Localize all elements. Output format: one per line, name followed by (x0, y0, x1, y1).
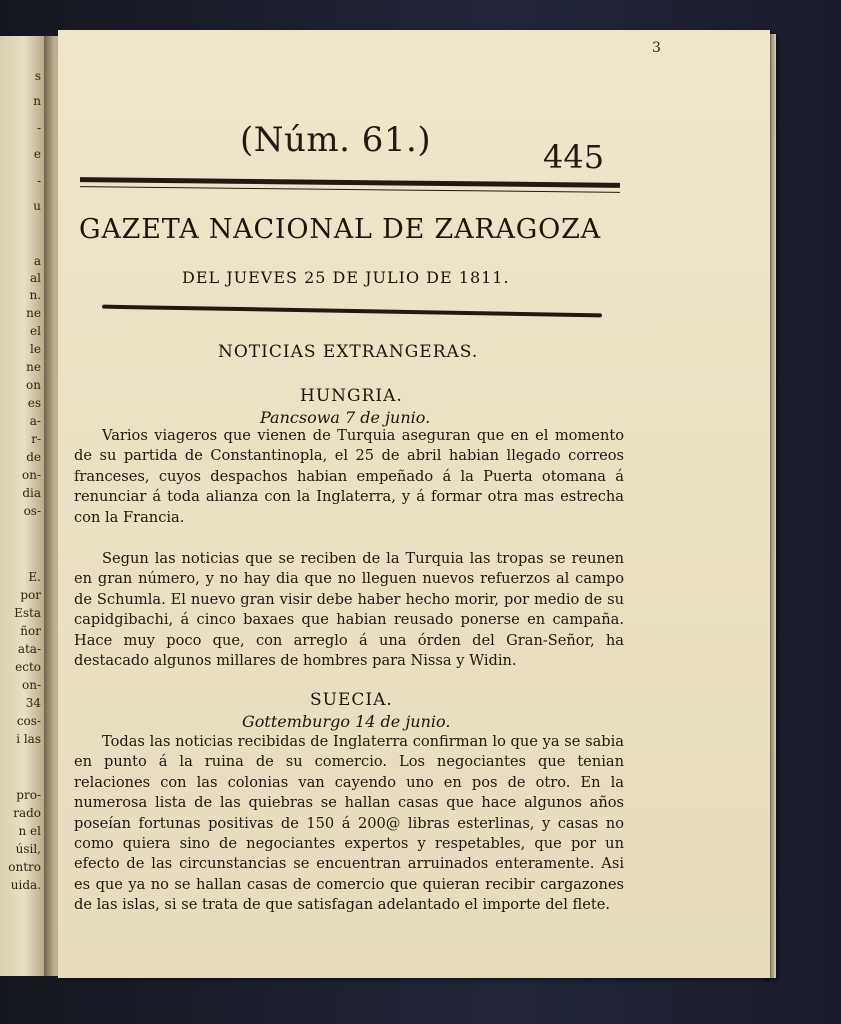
country-heading-suecia: SUECIA. (310, 690, 393, 710)
previous-page-text-fragment: úsil, (15, 842, 41, 856)
previous-page-text-fragment: e (33, 147, 41, 161)
previous-page-text-fragment: n el (18, 824, 41, 838)
previous-page-text-fragment: u (33, 199, 41, 213)
previous-page-text-fragment: le (30, 342, 41, 356)
previous-page-text-fragment: 34 (25, 696, 41, 710)
previous-page-text-fragment: ne (26, 306, 41, 320)
corner-mark: 3 (652, 40, 661, 56)
previous-page-text-fragment: E. (28, 570, 41, 584)
previous-page-text-fragment: cos- (16, 714, 41, 728)
country-heading-hungria: HUNGRIA. (300, 386, 403, 406)
previous-page-text-fragment: ontro (8, 860, 41, 874)
masthead-title: GAZETA NACIONAL DE ZARAGOZA (79, 214, 601, 245)
previous-page-text-fragment: por (20, 588, 41, 602)
issue-number: (Núm. 61.) (240, 120, 432, 160)
previous-page-text-fragment: a- (29, 414, 41, 428)
previous-page-text-fragment: al (30, 271, 41, 285)
previous-page-text-fragment: i las (16, 732, 41, 746)
section-heading: NOTICIAS EXTRANGERAS. (218, 342, 479, 362)
previous-page-text-fragment: dia (22, 486, 41, 500)
place-date-suecia: Gottemburgo 14 de junio. (242, 712, 451, 731)
previous-page-text-fragment: - (36, 174, 41, 188)
previous-page-text-fragment: - (36, 121, 41, 135)
previous-page-text-fragment: s (34, 69, 41, 83)
previous-page-text-fragment: de (26, 450, 41, 464)
previous-page-text-fragment: es (27, 396, 41, 410)
previous-page-text-fragment: ne (26, 360, 41, 374)
previous-page-text-fragment: n. (29, 288, 41, 302)
previous-page-text-fragment: n (33, 94, 41, 108)
page-number: 445 (543, 138, 605, 176)
article-paragraph: Todas las noticias recibidas de Inglaterra confirman lo que ya se sabia en punto á la ruina de su comercio. Los negociantes que tenian relaciones con las colonias van cayendo uno en pos de otro. En la numerosa lista de las quiebras se hallan casas que hace algunos años poseían fortunas positivas de 150 á 200@ libras esterlinas, y casas no como quiera sino de negociantes expertos y respetables, que por un efecto de las circunstancias se encuentran arruinados enteramente. Asi es que ya no se hallan casas de comercio que quieran recibir cargazones de las islas, si se trata de que satisfagan adelantado el importe del flete. (74, 733, 624, 914)
previous-page-text-fragment: ñor (20, 624, 41, 638)
previous-page-text-fragment: Esta (14, 606, 41, 620)
previous-page-text-fragment: a (33, 254, 41, 268)
previous-page-text-fragment: on (26, 378, 41, 392)
previous-page-text-fragment: el (30, 324, 41, 338)
previous-page-text-fragment: rado (13, 806, 41, 820)
dateline: DEL JUEVES 25 DE JULIO DE 1811. (182, 268, 510, 287)
previous-page-text-fragment: uida. (10, 878, 41, 892)
previous-page-text-fragment: pro- (16, 788, 41, 802)
previous-page-text-fragment: r- (31, 432, 41, 446)
article-paragraph: Varios viageros que vienen de Turquia aseguran que en el momento de su partida de Constantinopla, el 25 de abril habian llegado correos franceses, cuyos despachos habian empeñado á la Puerta otomana á renunciar á toda alianza con la Inglaterra, y á formar otra mas estrecha con la Francia. (74, 427, 624, 526)
place-date-hungria: Pancsowa 7 de junio. (260, 408, 431, 427)
previous-page-text-fragment: ecto (15, 660, 41, 674)
previous-page-text-fragment: on- (21, 678, 41, 692)
previous-page-edge (0, 36, 45, 976)
previous-page-text-fragment: os- (23, 504, 41, 518)
previous-page-text-fragment: on- (21, 468, 41, 482)
article-paragraph: Segun las noticias que se reciben de la Turquia las tropas se reunen en gran número, y no hay dia que no lleguen nuevos refuerzos al campo de Schumla. El nuevo gran visir debe haber hecho morir, por medio de su capidgibachi, á cinco baxaes que habian reusado ponerse en campaña. Hace muy poco que, con arreglo á una órden del Gran-Señor, ha destacado algunos millares de hombres para Nissa y Widin. (74, 550, 624, 670)
previous-page-text-fragment: ata- (17, 642, 41, 656)
